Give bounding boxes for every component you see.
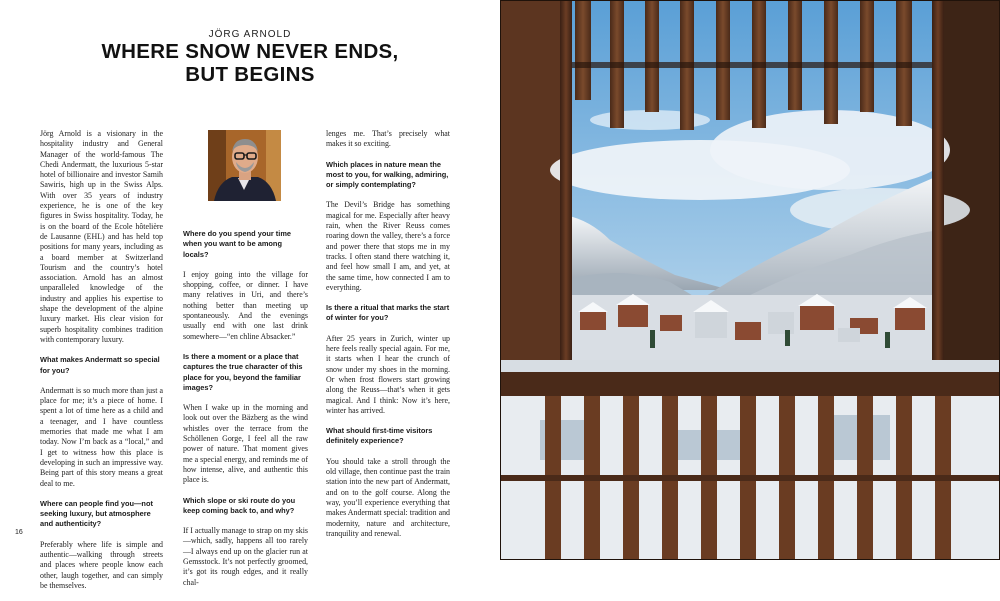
page-number: 16 bbox=[15, 529, 23, 536]
answer-paragraph: The Devil’s Bridge has something magical for me. Especially after heavy rain, when the River Reuss comes roaring down the valley, there’s a force and power there that stops me in my tracks. I often stand there watching it, and feel how small I am, and yet, at the same time, how connected I am to everything. bbox=[326, 200, 450, 292]
question-heading: Which slope or ski route do you keep coming back to, and why? bbox=[183, 495, 296, 515]
left-page bbox=[0, 0, 500, 590]
question-heading: What should first-time visitors definitely experience? bbox=[326, 426, 433, 446]
question-heading: Where do you spend your time when you want to be among locals? bbox=[183, 229, 291, 259]
answer-paragraph: I enjoy going into the village for shopping, coffee, or dinner. I have many relatives in Uri, and there’s nothing better than meeting up spontaneously. And the evenings usually end with one last drink somewhere—“en chline Absacker.” bbox=[183, 269, 308, 341]
question-heading: Where can people find you—not seeking luxury, but atmosphere and authenticity? bbox=[40, 498, 153, 529]
answer-paragraph: When I wake up in the morning and look out over the Bäzberg as the wind whistles over the terrace from the Schöllenen Gorge, I feel all the raw power of nature. That moment gives me a special energy, and reminds me of how intense, alive, and authentic this place is. bbox=[183, 403, 308, 485]
title-line-2: BUT BEGINS bbox=[185, 63, 315, 86]
question-heading: Is there a ritual that marks the start of winter for you? bbox=[326, 303, 450, 323]
article-title bbox=[0, 40, 500, 86]
portrait-photo bbox=[208, 130, 281, 201]
answer-paragraph: You should take a stroll through the old village, then continue past the train station into the new part of Andermatt, and on to the golf course. Along the way, you’ll experience everything that makes Andermatt special: tradition and modernity, nature and architecture, tranquility and renewal. bbox=[326, 456, 450, 538]
window-view-illustration bbox=[500, 0, 1000, 560]
window-view-photo bbox=[500, 0, 1000, 560]
column-1 bbox=[40, 129, 163, 601]
answer-paragraph: Andermatt is so much more than just a place for me; it’s a piece of home. I spent a lot of time here as a child and a teenager, and I have countless memories that made me what I am today. Now I’m back as a “local,” and I get to witness how this place is developing in such an impressive way. Being part of this story means a great deal to me. bbox=[40, 385, 163, 488]
continued-paragraph: lenges me. That’s precisely what makes it so exciting. bbox=[326, 129, 450, 149]
question-heading: Is there a moment or a place that captures the true character of this place for you, beyond the familiar images? bbox=[183, 351, 303, 392]
column-3 bbox=[326, 129, 450, 549]
title-line-1: WHERE SNOW NEVER ENDS, bbox=[101, 40, 399, 63]
question-heading: Which places in nature mean the most to you, for walking, admiring, or simply contemplating? bbox=[326, 159, 449, 190]
column-2 bbox=[183, 229, 308, 598]
intro-paragraph: Jörg Arnold is a visionary in the hospitality industry and General Manager of the world-famous The Chedi Andermatt, the luxurious 5-star hotel of billionaire and investor Samih Sawiris, high up in the Swiss Alps. With over 35 years of industry experience, he is one of the key figures in Swiss hospitality. Today, he is on the board of the Ecole hôtelière de Lausanne (EHL) and has held top positions for many years, including as a board member at Switzerland Tourism and the country’s hotel association. Arnold has an almost unparalleled knowledge of the industry and applies his expertise to shape the development of the alpine luxury market. His clear vision for superb hospitality combines tradition with contemporary luxury. bbox=[40, 129, 163, 344]
answer-paragraph: If I actually manage to strap on my skis—which, sadly, happens all too rarely—I always end up on the glacier run at Gemsstock. It’s not perfectly groomed, it’s got its rough edges, and it really chal- bbox=[183, 526, 308, 587]
answer-paragraph: After 25 years in Zurich, winter up here feels really special again. For me, it starts when I hear the crunch of snow under my shoes in the morning. Or when frost flowers start growing along the Reuss—that’s when it gets magical. And I think: Now it’s here, winter has arrived. bbox=[326, 333, 450, 415]
answer-paragraph: Preferably where life is simple and authentic—walking through streets and places where people know each other, laugh together, and can simply be themselves. bbox=[40, 539, 163, 590]
question-heading: What makes Andermatt so special for you? bbox=[40, 355, 160, 375]
author-name: JÖRG ARNOLD bbox=[208, 29, 292, 40]
